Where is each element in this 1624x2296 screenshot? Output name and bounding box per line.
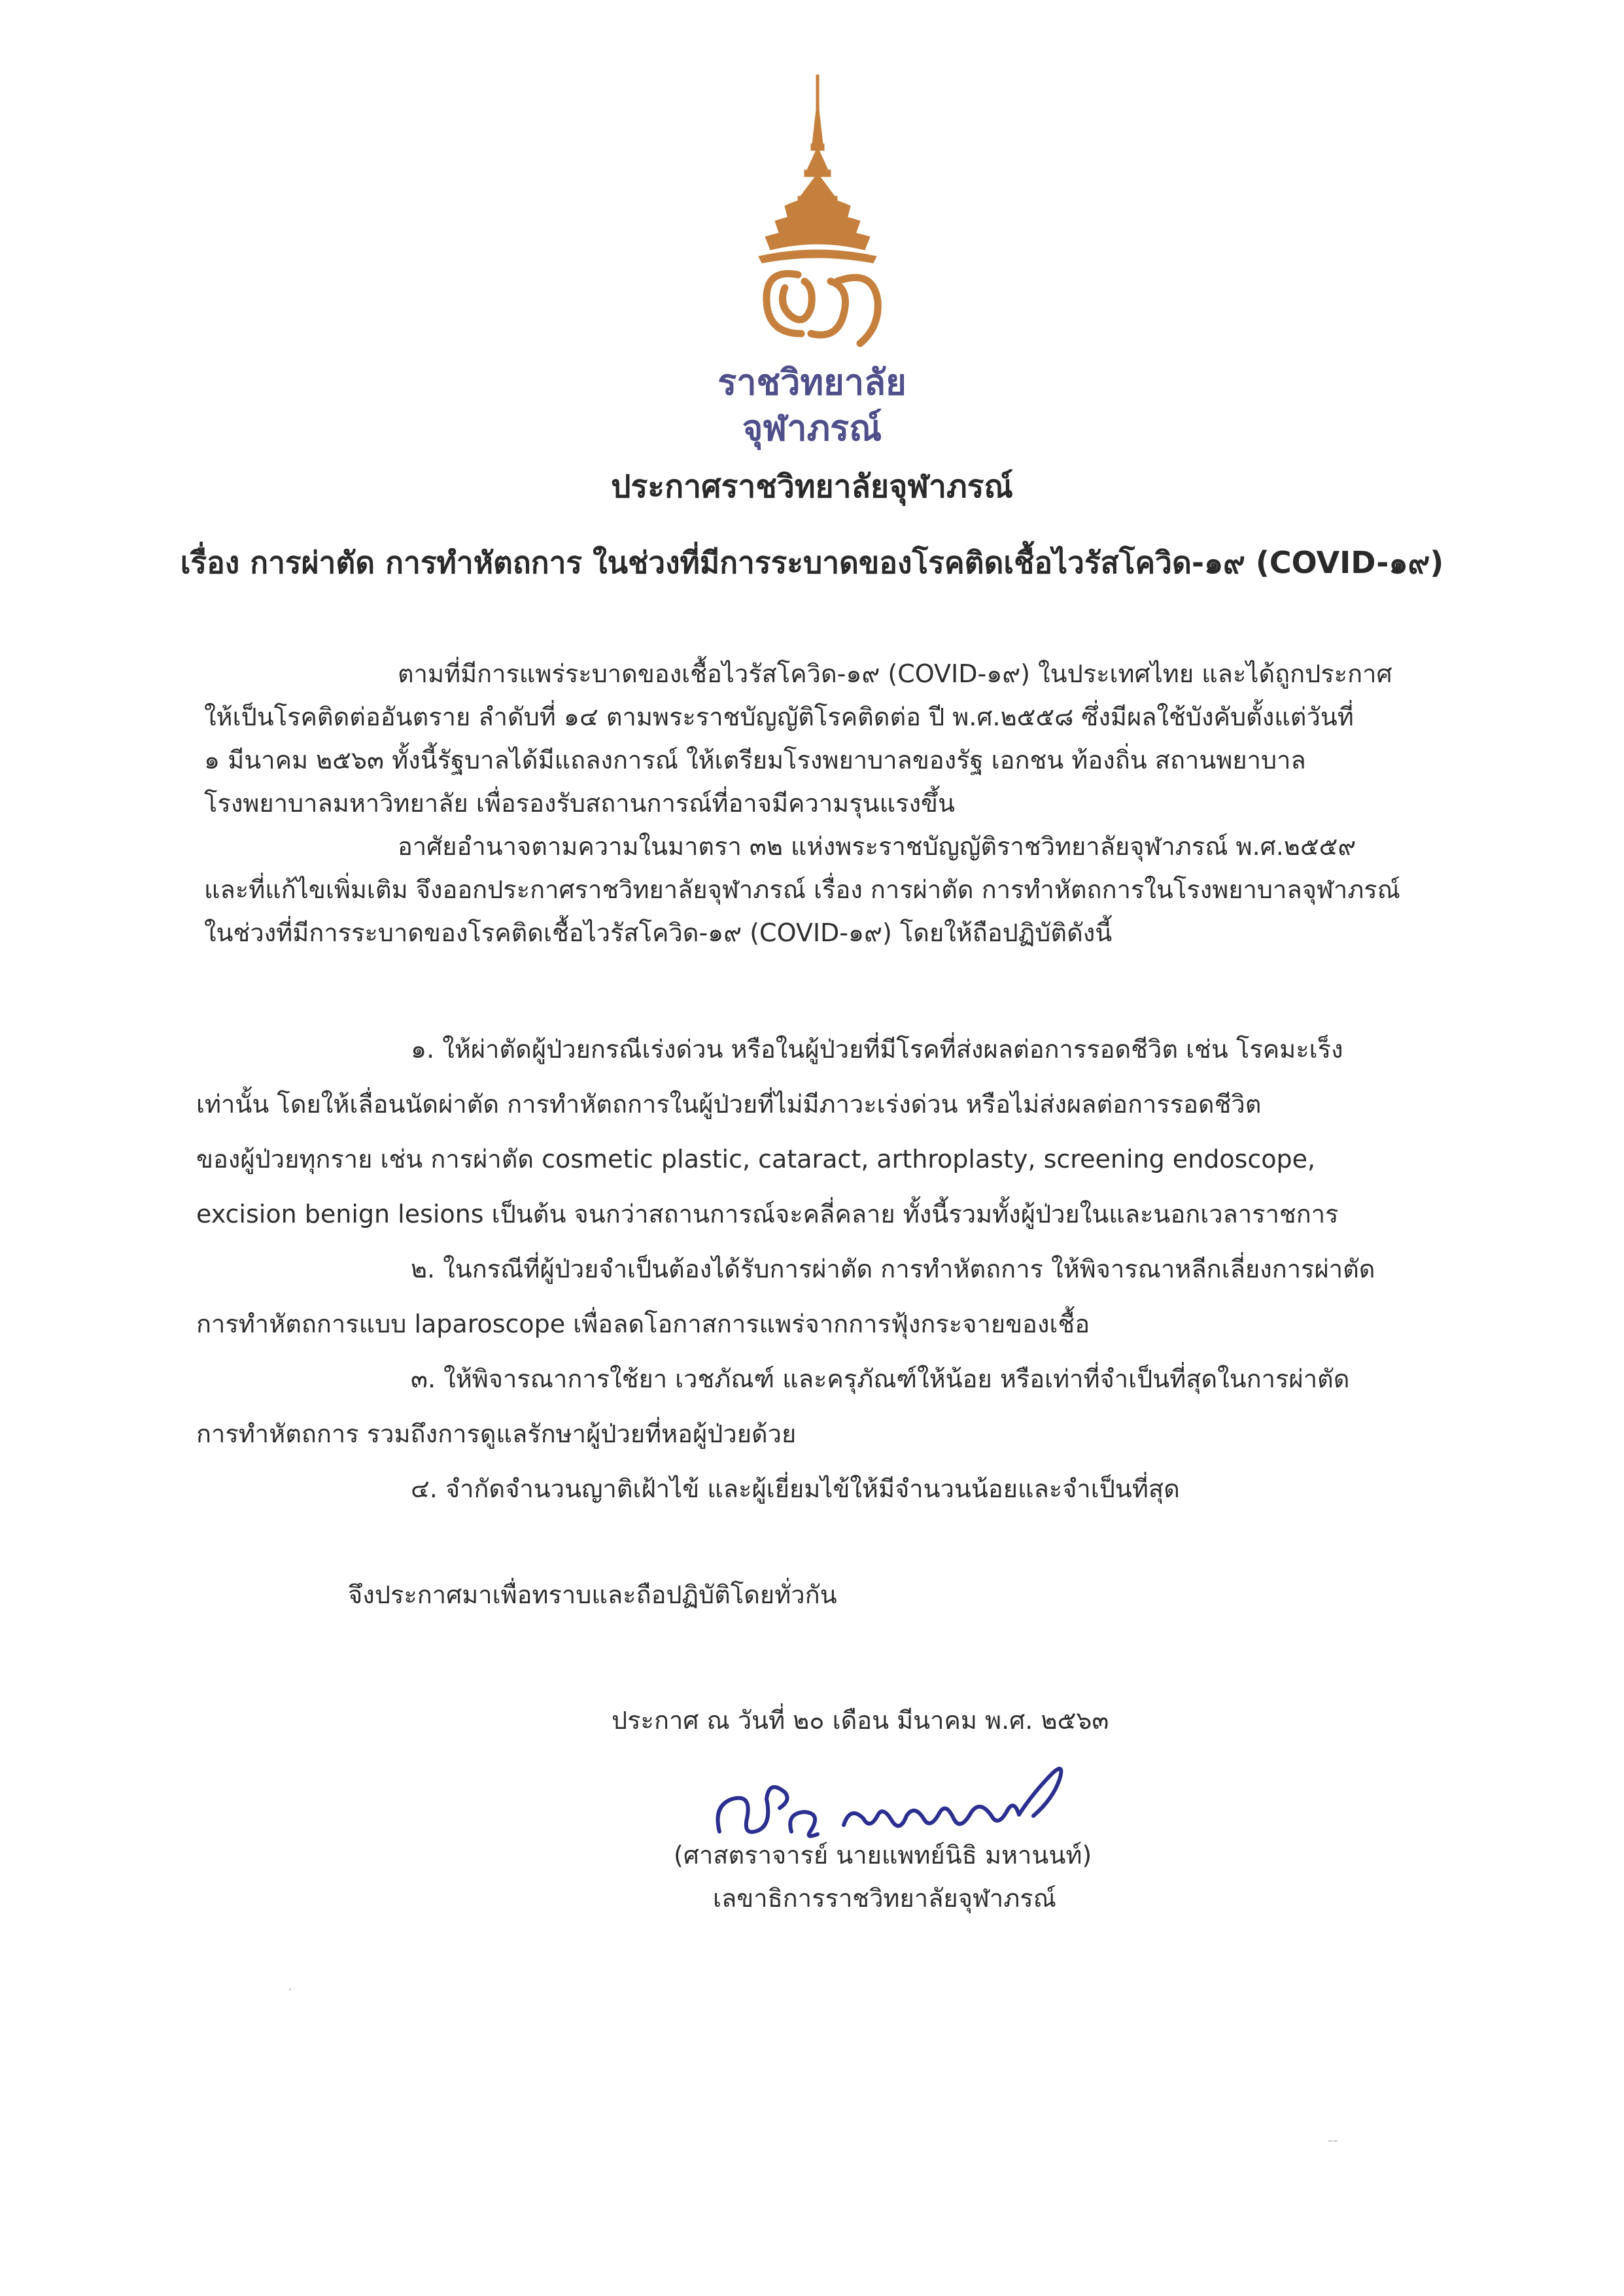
item-3-line-2: การทำหัตถการ รวมถึงการดูแลรักษาผู้ป่วยที่หอผู้ป่วยด้วย <box>196 1419 797 1448</box>
item-2-line-1: ๒. ในกรณีที่ผู้ป่วยจำเป็นต้องได้รับการผ่าตัด การทำหัตถการ ให้พิจารณาหลีกเลี่ยงการผ่าตัด <box>411 1255 1375 1283</box>
item-3-line-1: ๓. ให้พิจารณาการใช้ยา เวชภัณฑ์ และครุภัณฑ์ให้น้อย หรือเท่าที่จำเป็นที่สุดในการผ่าตัด <box>411 1365 1350 1393</box>
item-2-line-2: การทำหัตถการแบบ laparoscope เพื่อลดโอกาสการแพร่จากการฟุ้งกระจายของเชื้อ <box>196 1310 1090 1338</box>
announcement-subject: เรื่อง การผ่าตัด การทำหัตถการ ในช่วงที่มีการระบาดของโรคติดเชื้อไวรัสโควิด-๑๙ (COVID-๑๙) <box>180 545 1444 580</box>
signatory-name: (ศาสตราจารย์ นายแพทย์นิธิ มหานนท์) <box>674 1841 1092 1870</box>
announcement-title: ประกาศราชวิทยาลัยจุฬาภรณ์ <box>611 468 1013 505</box>
signatory-position: เลขาธิการราชวิทยาลัยจุฬาภรณ์ <box>713 1884 1056 1913</box>
item-1-line-4: excision benign lesions เป็นต้น จนกว่าสถานการณ์จะคลี่คลาย ทั้งนี้รวมทั้งผู้ป่วยในและนอกเวลาราชการ <box>196 1200 1339 1228</box>
chulabhorn-royal-academy-emblem <box>739 72 896 353</box>
preamble-1-line-2: ให้เป็นโรคติดต่ออันตราย ลำดับที่ ๑๔ ตามพระราชบัญญัติโรคติดต่อ ปี พ.ศ.๒๕๕๘ ซึ่งมีผลใช้บังคับตั้งแต่วันที่ <box>204 703 1354 731</box>
preamble-2-line-1: อาศัยอำนาจตามความในมาตรา ๓๒ แห่งพระราชบัญญัติราชวิทยาลัยจุฬาภรณ์ พ.ศ.๒๕๕๙ <box>398 832 1356 861</box>
scan-speck: -- <box>1328 2132 1338 2149</box>
org-name-line2: จุฬาภรณ์ <box>742 408 882 449</box>
preamble-1-line-1: ตามที่มีการแพร่ระบาดของเชื้อไวรัสโควิด-๑๙ (COVID-๑๙) ในประเทศไทย และได้ถูกประกาศ <box>398 659 1392 688</box>
org-name-line1: ราชวิทยาลัย <box>717 362 907 403</box>
preamble-2-line-3: ในช่วงที่มีการระบาดของโรคติดเชื้อไวรัสโควิด-๑๙ (COVID-๑๙) โดยให้ถือปฏิบัติดังนี้ <box>204 918 1113 947</box>
preamble-1-line-4: โรงพยาบาลมหาวิทยาลัย เพื่อรองรับสถานการณ์ที่อาจมีความรุนแรงขึ้น <box>204 789 955 818</box>
preamble-2-line-2: และที่แก้ไขเพิ่มเติม จึงออกประกาศราชวิทยาลัยจุฬาภรณ์ เรื่อง การผ่าตัด การทำหัตถการในโรงพยาบาลจุฬาภรณ์ <box>204 875 1400 904</box>
preamble-1-line-3: ๑ มีนาคม ๒๕๖๓ ทั้งนี้รัฐบาลได้มีแถลงการณ์ ให้เตรียมโรงพยาบาลของรัฐ เอกชน ท้องถิ่น สถานพยาบาล <box>204 746 1306 774</box>
announcement-date: ประกาศ ณ วันที่ ๒๐ เดือน มีนาคม พ.ศ. ๒๕๖๓ <box>612 1706 1109 1735</box>
item-4-line-1: ๔. จำกัดจำนวนญาติเฝ้าไข้ และผู้เยี่ยมไข้ให้มีจำนวนน้อยและจำเป็นที่สุด <box>411 1474 1180 1503</box>
scan-speck: · <box>288 1982 292 1998</box>
item-1-line-2: เท่านั้น โดยให้เลื่อนนัดผ่าตัด การทำหัตถการในผู้ป่วยที่ไม่มีภาวะเร่งด่วน หรือไม่ส่งผลต่อการรอดชีวิต <box>196 1090 1262 1119</box>
item-1-line-3: ของผู้ป่วยทุกราย เช่น การผ่าตัด cosmetic plastic, cataract, arthroplasty, screening endoscope, <box>196 1145 1316 1174</box>
item-1-line-1: ๑. ให้ผ่าตัดผู้ป่วยกรณีเร่งด่วน หรือในผู้ป่วยที่มีโรคที่ส่งผลต่อการรอดชีวิต เช่น โรคมะเร็ง <box>411 1035 1343 1064</box>
closing-statement: จึงประกาศมาเพื่อทราบและถือปฏิบัติโดยทั่วกัน <box>348 1580 837 1609</box>
